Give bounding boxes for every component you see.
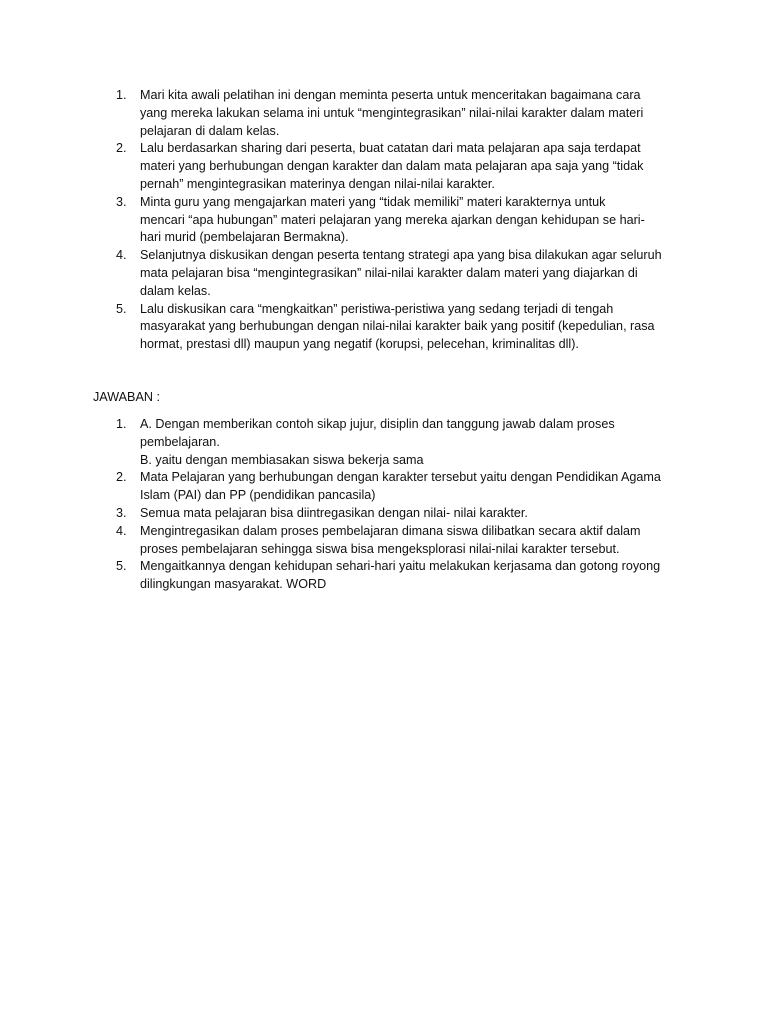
answer-number: 2.: [116, 470, 127, 485]
answer-item: [0, 469, 678, 505]
question-text: Minta guru yang mengajarkan materi yang “tidak memiliki” materi karakternya untuk mencari “apa hubungan” materi pelajaran yang mereka ajarkan dengan kehidupan se hari- hari murid (pembelajaran Bermakna).: [140, 194, 645, 245]
question-item: [0, 194, 678, 247]
answers-list: [0, 416, 768, 594]
answer-item: [0, 416, 678, 469]
question-item: [0, 140, 678, 193]
question-number: 3.: [116, 194, 127, 209]
answer-item: [0, 505, 678, 523]
answer-number: 3.: [116, 505, 127, 520]
question-text: Mari kita awali pelatihan ini dengan meminta peserta untuk menceritakan bagaimana cara yang mereka lakukan selama ini untuk “mengintegrasikan” nilai-nilai karakter dalam materi pelajaran di dalam kelas.: [140, 88, 644, 138]
answer-text: A. Dengan memberikan contoh sikap jujur, disiplin dan tanggung jawab dalam proses pembelajaran. B. yaitu dengan membiasakan siswa bekerja sama: [140, 417, 615, 467]
answer-text: Semua mata pelajaran bisa diintregasikan dengan nilai- nilai karakter.: [140, 505, 528, 520]
answers-heading: JAWABAN :: [93, 390, 160, 404]
answer-number: 4.: [116, 523, 127, 538]
answer-number: 1.: [116, 417, 127, 431]
question-text: Selanjutnya diskusikan dengan peserta tentang strategi apa yang bisa dilakukan agar seluruh mata pelajaran bisa “mengintegrasikan” nilai-nilai karakter dalam materi yang diajarkan di dalam kelas.: [140, 248, 662, 298]
answer-text: Mengaitkannya dengan kehidupan sehari-hari yaitu melakukan kerjasama dan gotong royong dilingkungan masyarakat. WORD: [140, 559, 661, 592]
answer-text: Mengintregasikan dalam proses pembelajaran dimana siswa dilibatkan secara aktif dalam proses pembelajaran sehingga siswa bisa mengeksplorasi nilai-nilai karakter tersebut.: [140, 523, 641, 556]
question-item: [0, 87, 678, 140]
answer-item: [0, 558, 678, 594]
question-number: 2.: [116, 141, 127, 156]
answer-number: 5.: [116, 559, 127, 574]
questions-list: [0, 87, 768, 354]
answer-item: [0, 523, 678, 559]
question-number: 4.: [116, 248, 127, 263]
question-item: [0, 247, 678, 300]
answer-text: Mata Pelajaran yang berhubungan dengan karakter tersebut yaitu dengan Pendidikan Agama Islam (PAI) dan PP (pendidikan pancasila): [140, 470, 661, 503]
question-item: [0, 301, 678, 354]
question-number: 1.: [116, 88, 127, 102]
question-number: 5.: [116, 301, 127, 316]
question-text: Lalu berdasarkan sharing dari peserta, buat catatan dari mata pelajaran apa saja terdapat materi yang berhubungan dengan karakter dan dalam mata pelajaran apa saja yang “tidak pernah” mengintegrasikan materinya dengan nilai-nilai karakter.: [140, 141, 644, 191]
question-text: Lalu diskusikan cara “mengkaitkan” peristiwa-peristiwa yang sedang terjadi di tengah masyarakat yang berhubungan dengan nilai-nilai karakter baik yang positif (kepedulian, rasa hormat, prestasi dll) maupun yang negatif (korupsi, pelecehan, kriminalitas dll).: [140, 301, 655, 352]
